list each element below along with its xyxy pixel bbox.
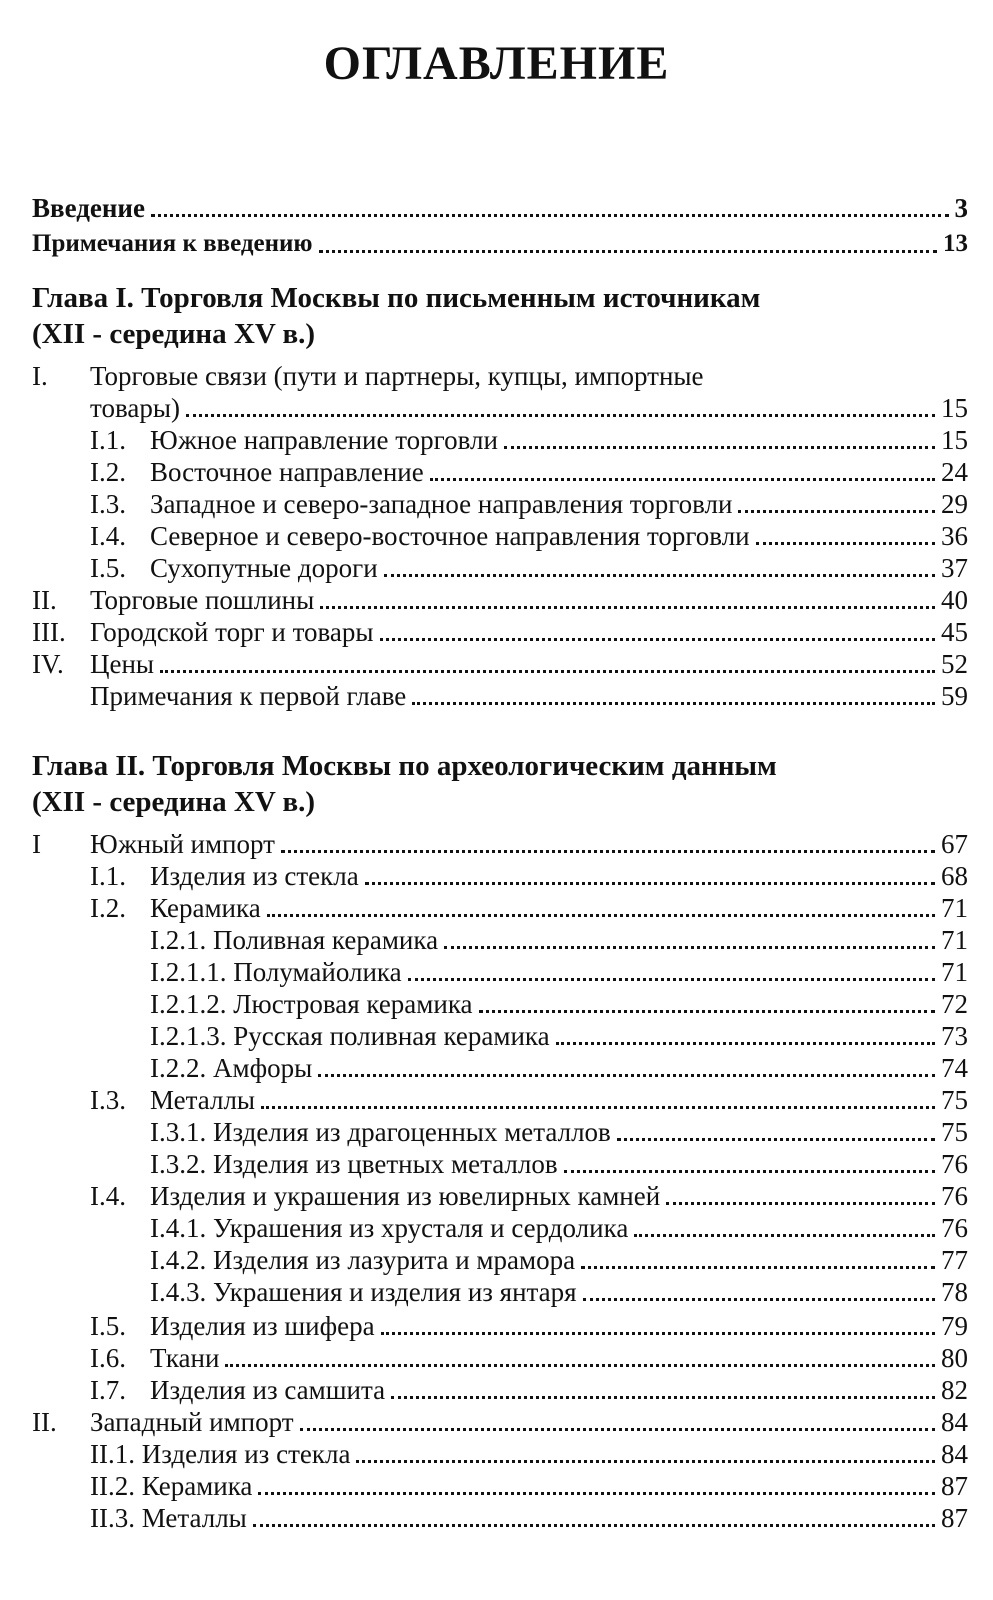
toc-entry-page: 29 xyxy=(941,489,968,519)
page-title: ОГЛАВЛЕНИЕ xyxy=(323,37,670,90)
dot-leader xyxy=(444,946,935,949)
dot-leader xyxy=(225,1364,935,1367)
toc-entry-number: II. xyxy=(32,1407,57,1437)
toc-entry-number: I.2. xyxy=(90,457,126,487)
toc-entry-label: Торговые связи (пути и партнеры, купцы, импортные xyxy=(90,361,704,391)
toc-entry-page: 3 xyxy=(954,193,968,223)
dot-leader xyxy=(381,1332,935,1335)
toc-entry-page: 73 xyxy=(941,1021,968,1051)
toc-entry-page: 76 xyxy=(941,1181,968,1211)
toc-entry-page: 87 xyxy=(941,1503,968,1533)
toc-entry-number: II. xyxy=(32,585,57,615)
chapter-1-heading-line-2: (XII - середина XV в.) xyxy=(32,318,316,350)
dot-leader xyxy=(151,214,949,217)
toc-entry-page: 77 xyxy=(941,1245,968,1275)
toc-entry-number: I.3. xyxy=(90,1085,126,1115)
toc-entry-ch2-I-4[interactable] xyxy=(90,1178,968,1212)
dot-leader xyxy=(556,1042,935,1045)
toc-entry-page: 79 xyxy=(941,1311,968,1341)
toc-entry-ch2-I[interactable] xyxy=(32,826,968,860)
toc-entry-page: 76 xyxy=(941,1149,968,1179)
toc-entry-ch1-I-3[interactable] xyxy=(90,486,968,520)
toc-entry-page: 78 xyxy=(941,1277,968,1307)
toc-entry-label: Городской торг и товары xyxy=(90,617,374,647)
dot-leader xyxy=(261,1106,935,1109)
toc-entry-number: I.1. xyxy=(90,861,126,891)
toc-entry-page: 13 xyxy=(943,230,968,257)
toc-entry-number: IV. xyxy=(32,649,64,679)
toc-entry-ch2-I-3[interactable] xyxy=(90,1082,968,1116)
toc-entry-page: 37 xyxy=(941,553,968,583)
dot-leader xyxy=(318,1074,935,1077)
toc-entry-ch2-I-4-1[interactable] xyxy=(150,1210,968,1244)
dot-leader xyxy=(564,1170,935,1173)
toc-entry-label: Изделия из самшита xyxy=(150,1375,386,1405)
dot-leader xyxy=(300,1428,935,1431)
toc-entry-label: Западное и северо-западное направления торговли xyxy=(150,489,733,519)
chapter-1-heading-line-1: Глава I. Торговля Москвы по письменным источникам xyxy=(32,282,761,314)
toc-entry-page: 75 xyxy=(941,1085,968,1115)
toc-entry-label: Восточное направление xyxy=(150,457,424,487)
dot-leader xyxy=(356,1460,935,1463)
toc-entry-ch2-II-3[interactable] xyxy=(90,1500,968,1534)
toc-entry-ch1-notes[interactable] xyxy=(90,678,968,712)
toc-entry-label: II.2. Керамика xyxy=(90,1471,253,1501)
toc-entry-label: Металлы xyxy=(150,1085,256,1115)
toc-entry-page: 84 xyxy=(941,1407,968,1437)
toc-entry-ch2-I-2[interactable] xyxy=(90,890,968,924)
toc-entry-page: 76 xyxy=(941,1213,968,1243)
toc-entry-number: I.3. xyxy=(90,489,126,519)
toc-entry-number: I xyxy=(32,829,41,859)
toc-entry-page: 84 xyxy=(941,1439,968,1469)
toc-entry-number: I.5. xyxy=(90,1311,126,1341)
dot-leader xyxy=(365,882,935,885)
dot-leader xyxy=(253,1524,935,1527)
dot-leader xyxy=(380,638,935,641)
toc-entry-number: I.4. xyxy=(90,1181,126,1211)
toc-entry-ch2-I-6[interactable] xyxy=(90,1340,968,1374)
toc-entry-ch2-I-2-1-2[interactable] xyxy=(150,986,968,1020)
dot-leader xyxy=(738,510,935,513)
toc-entry-page: 36 xyxy=(941,521,968,551)
toc-entry-ch2-I-2-1[interactable] xyxy=(150,922,968,956)
toc-entry-ch2-II-2[interactable] xyxy=(90,1468,968,1502)
toc-entry-label: II.1. Изделия из стекла xyxy=(90,1439,351,1469)
chapter-2-heading-line-2: (XII - середина XV в.) xyxy=(32,786,316,818)
toc-entry-page: 75 xyxy=(941,1117,968,1147)
toc-entry-ch1-II[interactable] xyxy=(32,582,968,616)
dot-leader xyxy=(258,1492,935,1495)
chapter-2-heading-line-1: Глава II. Торговля Москвы по археологическим данным xyxy=(32,750,777,782)
toc-entry-ch2-I-5[interactable] xyxy=(90,1308,968,1342)
toc-entry-label: Примечания к первой главе xyxy=(90,681,407,711)
toc-entry-ch2-I-4-3[interactable] xyxy=(150,1274,968,1308)
toc-entry-label: товары) xyxy=(90,393,180,423)
dot-leader xyxy=(281,850,935,853)
toc-entry-label: Сухопутные дороги xyxy=(150,553,378,583)
toc-entry-label: I.4.3. Украшения и изделия из янтаря xyxy=(150,1277,577,1307)
toc-entry-page: 24 xyxy=(941,457,968,487)
toc-entry-page: 82 xyxy=(941,1375,968,1405)
toc-entry-page: 71 xyxy=(941,893,968,923)
dot-leader xyxy=(430,478,935,481)
dot-leader xyxy=(391,1396,935,1399)
toc-entry-label: Южный импорт xyxy=(90,829,275,859)
dot-leader xyxy=(666,1202,935,1205)
dot-leader xyxy=(504,446,935,449)
toc-entry-label: I.4.1. Украшения из хрусталя и сердолика xyxy=(150,1213,629,1243)
toc-entry-label: I.3.2. Изделия из цветных металлов xyxy=(150,1149,558,1179)
toc-entry-ch2-I-2-1-3[interactable] xyxy=(150,1018,968,1052)
dot-leader xyxy=(479,1010,935,1013)
toc-entry-ch1-sec-I-second-line[interactable] xyxy=(90,390,968,424)
dot-leader xyxy=(186,414,935,417)
toc-entry-ch2-I-4-2[interactable] xyxy=(150,1242,968,1276)
toc-entry-ch2-II[interactable] xyxy=(32,1404,968,1438)
dot-leader xyxy=(408,978,935,981)
toc-entry-label: I.3.1. Изделия из драгоценных металлов xyxy=(150,1117,611,1147)
toc-entry-label: Введение xyxy=(32,193,145,223)
toc-entry-introduction[interactable] xyxy=(32,190,968,224)
toc-entry-intro-notes[interactable] xyxy=(32,226,968,260)
toc-entry-number: I.2. xyxy=(90,893,126,923)
toc-entry-ch2-I-2-2[interactable] xyxy=(150,1050,968,1084)
toc-entry-ch1-IV[interactable] xyxy=(32,646,968,680)
toc-entry-ch2-I-1[interactable] xyxy=(90,858,968,892)
toc-entry-label: I.2.1.1. Полумайолика xyxy=(150,957,402,987)
toc-entry-label: Ткани xyxy=(150,1343,220,1373)
toc-entry-page: 52 xyxy=(941,649,968,679)
dot-leader xyxy=(412,702,935,705)
toc-entry-ch1-I-4[interactable] xyxy=(90,518,968,552)
toc-entry-label: Северное и северо-восточное направления торговли xyxy=(150,521,750,551)
toc-entry-ch2-I-3-2[interactable] xyxy=(150,1146,968,1180)
dot-leader xyxy=(583,1298,935,1301)
toc-entry-ch1-sec-I-first-line[interactable] xyxy=(32,360,932,392)
toc-entry-number: III. xyxy=(32,617,66,647)
dot-leader xyxy=(319,250,937,253)
toc-entry-ch2-II-1[interactable] xyxy=(90,1436,968,1470)
toc-entry-page: 40 xyxy=(941,585,968,615)
toc-entry-label: Керамика xyxy=(150,893,261,923)
toc-entry-number: I. xyxy=(32,361,48,391)
toc-entry-label: I.2.1. Поливная керамика xyxy=(150,925,439,955)
toc-entry-ch1-I-5[interactable] xyxy=(90,550,968,584)
toc-entry-number: I.1. xyxy=(90,425,126,455)
toc-entry-ch2-I-7[interactable] xyxy=(90,1372,968,1406)
toc-entry-page: 15 xyxy=(941,425,968,455)
toc-entry-ch2-I-3-1[interactable] xyxy=(150,1114,968,1148)
toc-entry-page: 72 xyxy=(941,989,968,1019)
toc-entry-label: Торговые пошлины xyxy=(90,585,315,615)
dot-leader xyxy=(267,914,935,917)
dot-leader xyxy=(634,1234,935,1237)
toc-entry-ch1-I-1[interactable] xyxy=(90,422,968,456)
toc-entry-label: I.2.2. Амфоры xyxy=(150,1053,313,1083)
toc-entry-label: Цены xyxy=(90,649,155,679)
toc-entry-label: Западный импорт xyxy=(90,1407,294,1437)
toc-entry-ch1-I-2[interactable] xyxy=(90,454,968,488)
toc-entry-label: Изделия и украшения из ювелирных камней xyxy=(150,1181,661,1211)
toc-entry-number: I.6. xyxy=(90,1343,126,1373)
toc-entry-number: I.4. xyxy=(90,521,126,551)
toc-entry-page: 80 xyxy=(941,1343,968,1373)
toc-entry-page: 68 xyxy=(941,861,968,891)
toc-entry-number: I.7. xyxy=(90,1375,126,1405)
toc-entry-label: I.2.1.3. Русская поливная керамика xyxy=(150,1021,550,1051)
dot-leader xyxy=(617,1138,935,1141)
toc-entry-label: I.2.1.2. Люстровая керамика xyxy=(150,989,473,1019)
toc-entry-page: 74 xyxy=(941,1053,968,1083)
dot-leader xyxy=(384,574,935,577)
toc-entry-page: 15 xyxy=(941,393,968,423)
dot-leader xyxy=(756,542,935,545)
toc-entry-page: 45 xyxy=(941,617,968,647)
toc-entry-page: 87 xyxy=(941,1471,968,1501)
toc-entry-page: 71 xyxy=(941,957,968,987)
toc-entry-page: 67 xyxy=(941,829,968,859)
toc-entry-label: Примечания к введению xyxy=(32,230,313,257)
toc-entry-label: II.3. Металлы xyxy=(90,1503,247,1533)
dot-leader xyxy=(320,606,935,609)
toc-entry-page: 71 xyxy=(941,925,968,955)
toc-entry-page: 59 xyxy=(941,681,968,711)
toc-entry-label: Изделия из стекла xyxy=(150,861,359,891)
toc-entry-label: Изделия из шифера xyxy=(150,1311,375,1341)
dot-leader xyxy=(160,670,935,673)
toc-entry-ch1-III[interactable] xyxy=(32,614,968,648)
toc-entry-label: I.4.2. Изделия из лазурита и мрамора xyxy=(150,1245,576,1275)
toc-entry-ch2-I-2-1-1[interactable] xyxy=(150,954,968,988)
toc-entry-label: Южное направление торговли xyxy=(150,425,498,455)
toc-entry-number: I.5. xyxy=(90,553,126,583)
dot-leader xyxy=(581,1266,935,1269)
